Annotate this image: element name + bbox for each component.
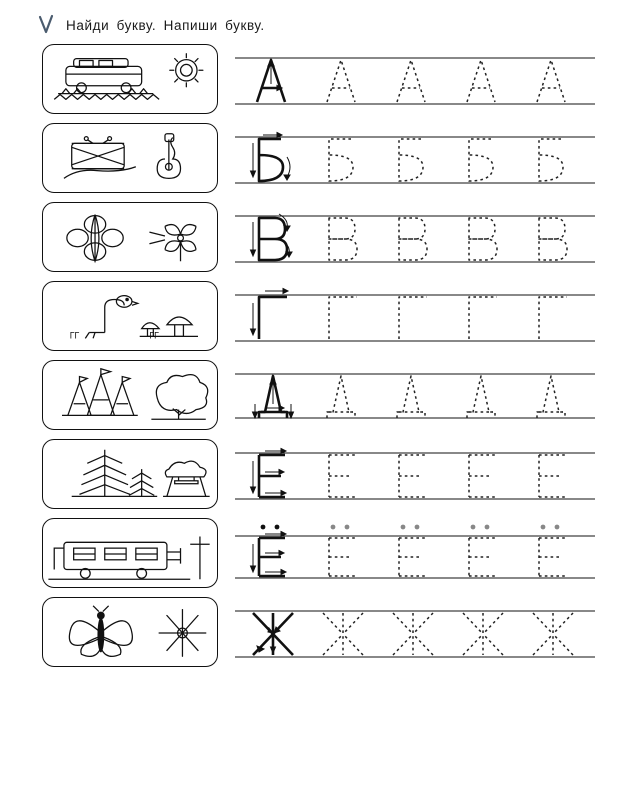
- letter-hints: [70, 330, 159, 340]
- trace-letter-dots: [331, 525, 560, 530]
- trace-box-v: [230, 202, 600, 272]
- tree-illustration: [151, 375, 207, 420]
- picture-box-g: [42, 281, 218, 351]
- tents-illustration: [62, 369, 138, 416]
- mushrooms-illustration: [140, 317, 198, 336]
- page-header: [0, 0, 618, 42]
- beetle-illustration: [159, 610, 206, 657]
- worksheet-row: [42, 439, 600, 509]
- sun-illustration: [170, 54, 203, 87]
- svg-text:ГГ: ГГ: [149, 330, 159, 341]
- picture-box-d: [42, 360, 218, 430]
- picture-box-a: [42, 44, 218, 114]
- worksheet-row: [42, 360, 600, 430]
- model-letter-v: [259, 218, 287, 260]
- checkmark-pencil-icon: [38, 14, 58, 36]
- trace-box-yo: [230, 518, 600, 588]
- goose-illustration: [85, 296, 137, 339]
- worksheet-row: [42, 44, 600, 114]
- picture-box-yo: [42, 518, 218, 588]
- trace-box-b: [230, 123, 600, 193]
- guitar-illustration: [157, 134, 180, 179]
- trace-box-ye: [230, 439, 600, 509]
- pinwheel-illustration: [149, 225, 196, 262]
- model-letter-b: [259, 139, 283, 181]
- worksheet-row: [42, 202, 600, 272]
- swing-illustration: [163, 461, 210, 496]
- page-title: Найди букву. Напиши букву.: [66, 17, 265, 33]
- butterfly-illustration: [69, 606, 132, 657]
- pole-illustration: [190, 536, 209, 579]
- worksheet-row: [42, 281, 600, 351]
- svg-text:ГГ: ГГ: [69, 330, 80, 341]
- worksheet-row: [42, 597, 600, 667]
- trace-box-a: [230, 44, 600, 114]
- worksheet-row: [42, 123, 600, 193]
- picture-box-ye: [42, 439, 218, 509]
- bus-illustration: [43, 45, 217, 113]
- flower-illustration: [67, 215, 123, 262]
- model-letter-yo-dots: [261, 525, 280, 530]
- tram-illustration: [48, 542, 190, 579]
- model-letter-g: [259, 297, 287, 339]
- drum-illustration: [64, 137, 136, 179]
- picture-box-v: [42, 202, 218, 272]
- worksheet-rows: [0, 42, 618, 667]
- stroke-arrows: [251, 289, 289, 336]
- trace-box-zhe: [230, 597, 600, 667]
- trace-box-g: [230, 281, 600, 351]
- fir-trees-illustration: [72, 450, 157, 497]
- worksheet-row: [42, 518, 600, 588]
- picture-box-b: [42, 123, 218, 193]
- trace-box-d: [230, 360, 600, 430]
- picture-box-zhe: [42, 597, 218, 667]
